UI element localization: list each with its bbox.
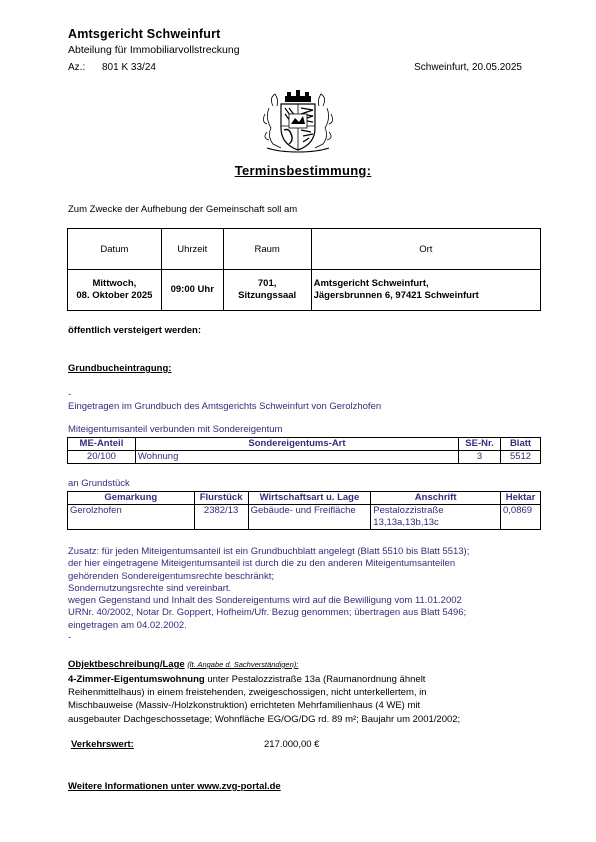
header-anschrift: Anschrift [371, 492, 501, 505]
plot-header-row [68, 492, 541, 505]
more-info-link[interactable]: Weitere Informationen unter www.zvg-portal.de [68, 781, 281, 792]
file-number-label: Az.: [68, 62, 86, 73]
land-register-dash: - [68, 389, 72, 400]
co-ownership-table [67, 437, 541, 464]
cell-me-anteil: 20/100 [68, 451, 136, 464]
header-ort: Ort [311, 229, 540, 270]
note-line: - [68, 632, 72, 644]
note-line: gehörenden Sondereigentumsrechte beschränkt; [68, 570, 274, 582]
land-register-heading: Grundbucheintragung: [68, 363, 172, 374]
bavarian-coat-of-arms-seal [259, 88, 337, 154]
raum-name: Sitzungssaal [238, 290, 297, 301]
cell-gemarkung: Gerolzhofen [68, 505, 195, 530]
market-value: 217.000,00 € [264, 739, 320, 750]
object-line-1 [68, 673, 460, 686]
object-line-2: Reihenmittelhaus) in einem freistehenden, zweigeschossigen, nicht unterkellertem, in [68, 687, 427, 699]
cell-uhrzeit: 09:00 Uhr [161, 270, 223, 311]
purpose-text: Zum Zwecke der Aufhebung der Gemeinschaft soll am [68, 204, 298, 215]
cell-anschrift [371, 505, 501, 530]
cell-flurstueck: 2382/13 [194, 505, 248, 530]
object-line-4: ausgebauter Dachgeschossetage; Wohnfläche EG/OG/DG rd. 89 m²; Baujahr um 2001/2002; [68, 713, 461, 725]
header-uhrzeit: Uhrzeit [161, 229, 223, 270]
table-row [68, 451, 541, 464]
cell-wirtschaftsart: Gebäude- und Freifläche [248, 505, 371, 530]
cell-blatt: 5512 [501, 451, 541, 464]
header-datum: Datum [68, 229, 162, 270]
header-flurstueck: Flurstück [194, 492, 248, 505]
note-line: URNr. 40/2002, Notar Dr. Goppert, Hofheim/Ufr. Bezug genommen; übertragen aus Blatt 5496; [68, 607, 467, 619]
cell-hektar: 0,0869 [500, 505, 540, 530]
object-heading-label: Objektbeschreibung/Lage [68, 659, 185, 670]
raum-number: 701, [257, 278, 277, 289]
anschrift-numbers: 13,13a,13b,13c [373, 517, 439, 528]
plot-caption: an Grundstück [68, 478, 130, 489]
table-row [68, 505, 541, 530]
place-date: Schweinfurt, 20.05.2025 [414, 62, 522, 73]
plot-table [67, 491, 541, 530]
header-raum: Raum [223, 229, 311, 270]
header-se-nr: SE-Nr. [459, 438, 501, 451]
ort-address: Jägersbrunnen 6, 97421 Schweinfurt [313, 290, 479, 301]
note-line: Zusatz: für jeden Miteigentumsanteil ist ein Grundbuchblatt angelegt (Blatt 5510 bis Blatt 5513); [68, 546, 470, 557]
land-register-entry: Eingetragen im Grundbuch des Amtsgerichts Schweinfurt von Gerolzhofen [68, 401, 382, 412]
anschrift-street: Pestalozzistraße [373, 505, 444, 516]
note-line: Sondernutzungsrechte sind vereinbart. [68, 582, 232, 594]
ort-court: Amtsgericht Schweinfurt, [313, 278, 429, 289]
document-title: Terminsbestimmung: [234, 163, 372, 178]
appointment-row [68, 270, 541, 311]
object-line-3: Mischbauweise (Massiv-/Holzkonstruktion) errichteten Mehrfamilienhaus (4 WE) mit [68, 700, 421, 712]
department-name: Abteilung für Immobiliarvollstreckung [68, 44, 240, 56]
additional-notes [68, 546, 558, 644]
datum-date: 08. Oktober 2025 [76, 290, 153, 301]
header-blatt: Blatt [501, 438, 541, 451]
header-gemarkung: Gemarkung [68, 492, 195, 505]
market-value-label: Verkehrswert: [71, 739, 134, 750]
cell-se-nr: 3 [459, 451, 501, 464]
court-name: Amtsgericht Schweinfurt [68, 27, 221, 41]
header-hektar: Hektar [500, 492, 540, 505]
object-description [68, 673, 460, 726]
appointment-header-row [68, 229, 541, 270]
note-line: der hier eingetragene Miteigentumsanteil ist durch die zu den anderen Miteigentumsanteilen [68, 558, 456, 570]
co-ownership-header-row [68, 438, 541, 451]
cell-raum [223, 270, 311, 311]
cell-ort [311, 270, 540, 311]
object-line-1-text: unter Pestalozzistraße 13a (Raumanordnung ähnelt [204, 674, 426, 685]
file-number: 801 K 33/24 [102, 62, 156, 73]
object-heading-note: (lt. Angabe d. Sachverständigen): [187, 660, 299, 669]
header-me-anteil: ME-Anteil [68, 438, 136, 451]
appointment-table [67, 228, 541, 311]
header-sondereigentums-art: Sondereigentums-Art [135, 438, 458, 451]
co-ownership-caption: Miteigentumsanteil verbunden mit Sondereigentum [68, 424, 283, 435]
cell-datum [68, 270, 162, 311]
object-description-heading [68, 659, 298, 670]
datum-weekday: Mittwoch, [92, 278, 137, 289]
auction-text: öffentlich versteigert werden: [68, 325, 202, 336]
object-type: 4-Zimmer-Eigentumswohnung [68, 674, 205, 685]
cell-sondereigentums-art: Wohnung [135, 451, 458, 464]
note-line: wegen Gegenstand und Inhalt des Sondereigentums wird auf die Bewilligung vom 11.01.2002 [68, 595, 462, 607]
header-wirtschaftsart: Wirtschaftsart u. Lage [248, 492, 371, 505]
note-line: eingetragen am 04.02.2002. [68, 619, 187, 631]
